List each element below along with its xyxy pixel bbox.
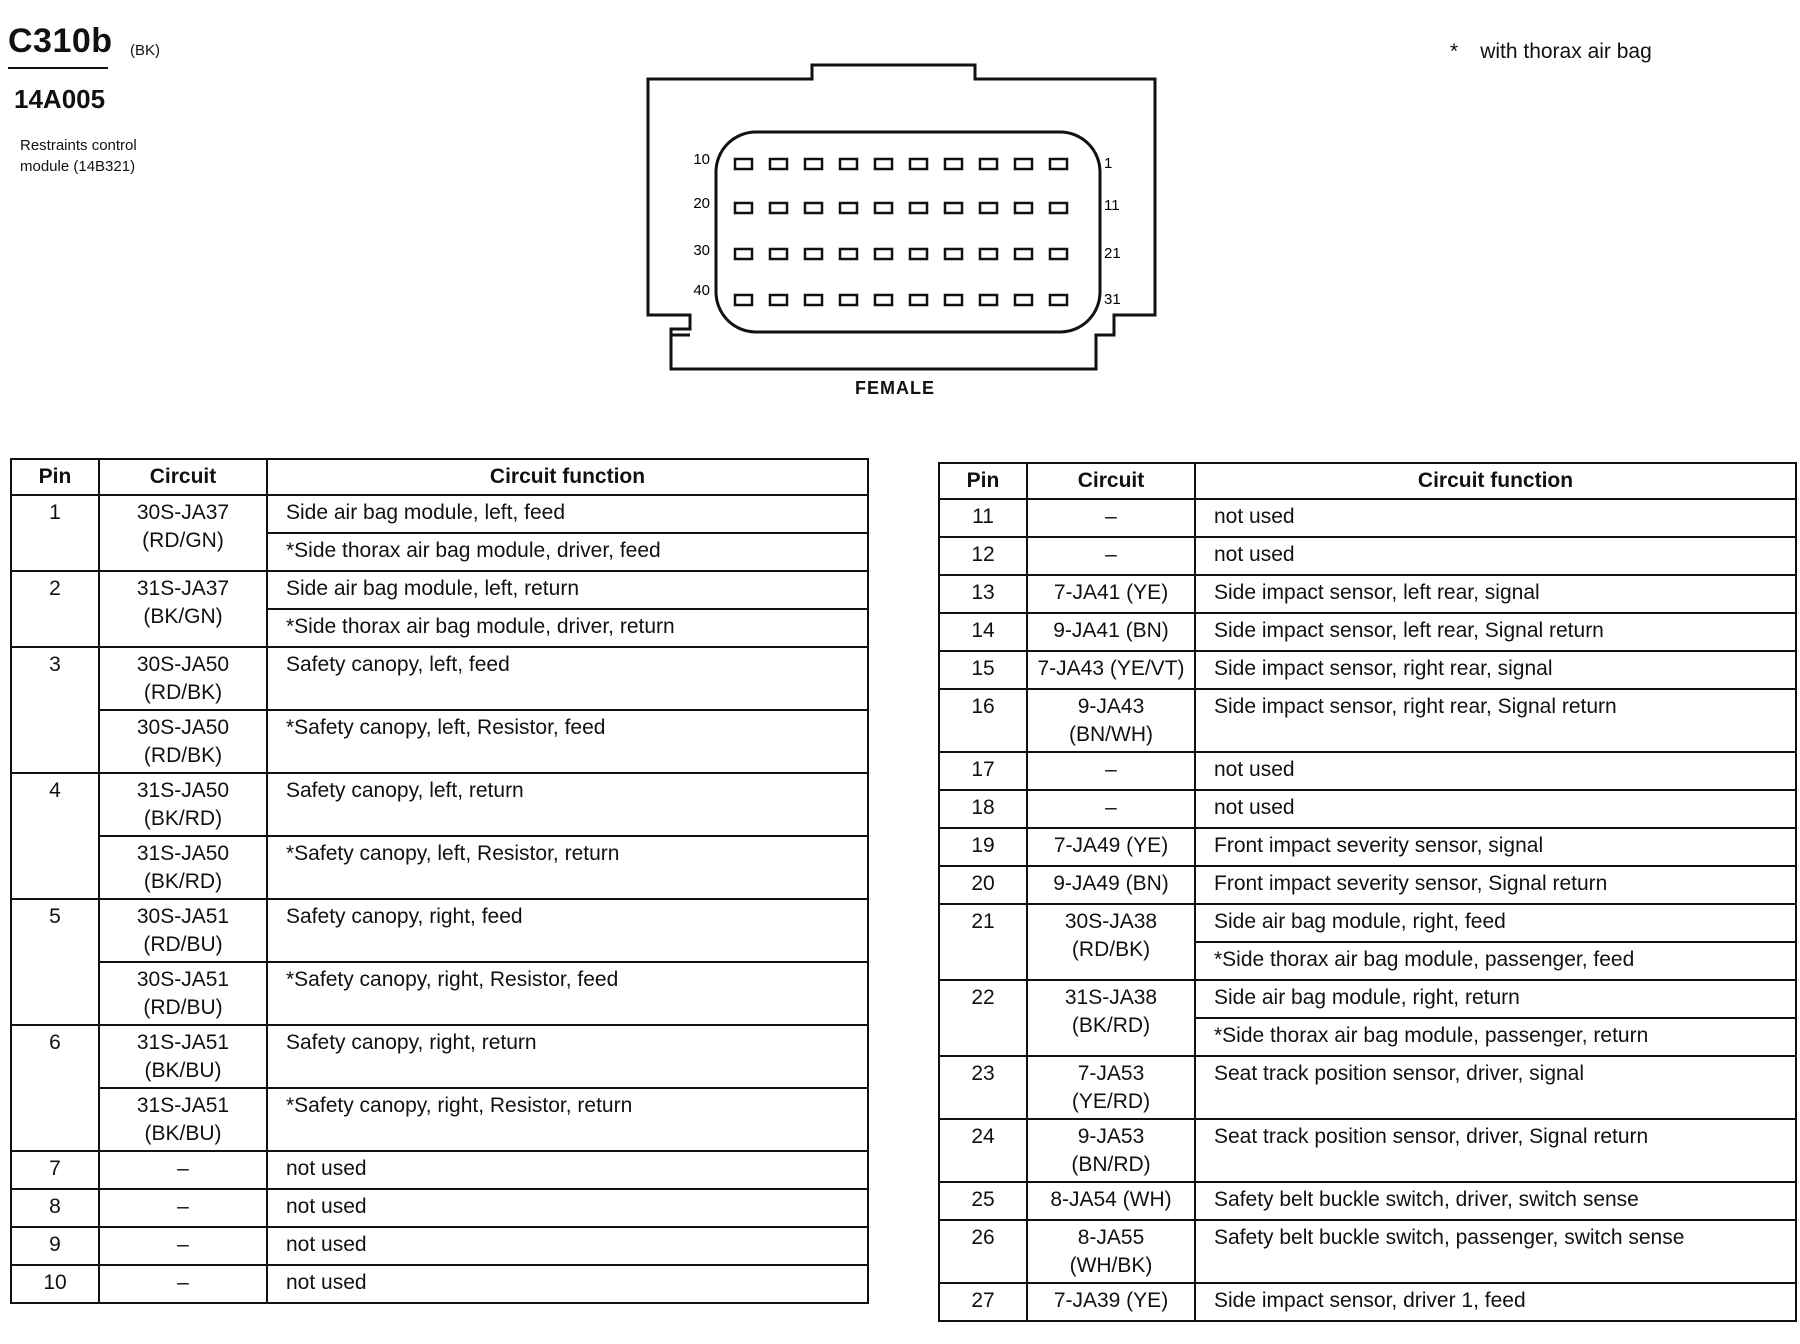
circuit-cell [1027,689,1195,752]
pin-cavity [805,249,822,259]
circuit-line: 9-JA53 [1077,1125,1145,1148]
circuit-line: (BK/BU) [144,1059,222,1082]
circuit-line: 30S-JA37 [136,501,230,524]
table-row [11,899,868,962]
circuit-cell [1027,790,1195,828]
circuit-cell [99,1227,267,1265]
circuit-line: (YE/RD) [1071,1090,1151,1113]
function-cell: *Side thorax air bag module, driver, feed [267,533,868,571]
pin-cavity [980,249,997,259]
circuit-cell [99,962,267,1025]
function-cell: Side impact sensor, driver 1, feed [1195,1283,1796,1321]
circuit-line: 8-JA55 [1077,1226,1145,1249]
circuit-cell [99,1265,267,1303]
circuit-line: (RD/BU) [143,933,223,956]
connector-id: C310b [8,22,113,60]
module-line-1: Restraints control [20,137,137,154]
circuit-cell [1027,613,1195,651]
circuit-line: 9-JA41 (BN) [1053,619,1169,642]
circuit-line: – [1105,796,1117,819]
circuit-line: (BK/BU) [144,1122,222,1145]
circuit-line: 31S-JA50 [136,842,230,865]
table-row [11,1151,868,1189]
pin-cavity [770,295,787,305]
function-cell: *Side thorax air bag module, driver, return [267,609,868,647]
circuit-cell [99,571,267,647]
circuit-line: – [1105,543,1117,566]
function-cell: not used [1195,537,1796,575]
function-cell: Side air bag module, left, feed [267,495,868,533]
pin-cell: 2 [11,571,99,647]
function-cell: not used [267,1189,868,1227]
table-row [11,962,868,1025]
pin-cavity [1015,203,1032,213]
circuit-line: 31S-JA38 [1064,986,1158,1009]
pin-labels-left [693,151,710,299]
circuit-line: (RD/BK) [1071,938,1151,961]
table-row [11,571,868,609]
table-row [939,1119,1796,1182]
pin-cavity [805,295,822,305]
pin-cell: 25 [939,1182,1027,1220]
circuit-line: 30S-JA51 [136,968,230,991]
circuit-cell [1027,904,1195,980]
pin-cavity [945,203,962,213]
circuit-line: – [1105,505,1117,528]
pin-cavity [735,295,752,305]
circuit-cell [99,647,267,710]
pin-cavity [805,159,822,169]
pin-cell: 1 [11,495,99,571]
table-row [939,575,1796,613]
connector-face-diagram [640,55,1170,375]
circuit-line: (BN/RD) [1071,1153,1151,1176]
pin-cavity [770,203,787,213]
function-cell: not used [267,1227,868,1265]
function-cell: Safety canopy, right, feed [267,899,868,962]
circuit-cell [1027,752,1195,790]
circuit-line: (BK/RD) [1071,1014,1151,1037]
part-number: 14A005 [14,84,106,114]
connector-inner-cavity [716,132,1100,332]
pin-cell: 9 [11,1227,99,1265]
pin-cavity [840,295,857,305]
circuit-cell [1027,866,1195,904]
circuit-line: – [177,1157,189,1180]
circuit-line: (RD/BK) [143,681,223,704]
circuit-line: (RD/BU) [143,996,223,1019]
table-header-row [939,463,1796,499]
circuit-cell [99,495,267,571]
circuit-line: – [177,1233,189,1256]
pin-cavity [875,295,892,305]
header-pin: Pin [939,463,1027,499]
header-circuit: Circuit [99,459,267,495]
pin-cell: 5 [11,899,99,1025]
circuit-cell [99,1189,267,1227]
circuit-line: 7-JA53 [1077,1062,1145,1085]
table-row [939,613,1796,651]
function-cell: not used [267,1151,868,1189]
circuit-cell [1027,828,1195,866]
pin-cavity [910,203,927,213]
table-row [11,1227,868,1265]
table-row [939,980,1796,1018]
table-row [939,866,1796,904]
pin-cavity [945,295,962,305]
pin-cell: 7 [11,1151,99,1189]
pin-labels-right [1104,155,1121,308]
pin-label-left: 20 [693,195,710,212]
pin-cell: 26 [939,1220,1027,1283]
table-header-row [11,459,868,495]
circuit-line: (BK/RD) [143,807,223,830]
table-row [11,773,868,836]
circuit-line: – [177,1271,189,1294]
function-cell: Seat track position sensor, driver, Signal return [1195,1119,1796,1182]
footnote-text: with thorax air bag [1480,40,1652,63]
pin-cavity [840,249,857,259]
circuit-line: 31S-JA50 [136,779,230,802]
pin-cavity [910,295,927,305]
function-cell: *Safety canopy, right, Resistor, feed [267,962,868,1025]
table-row [939,1220,1796,1283]
pin-cell: 20 [939,866,1027,904]
function-cell: *Safety canopy, right, Resistor, return [267,1088,868,1151]
function-cell: not used [267,1265,868,1303]
connector-gender: FEMALE [855,378,935,398]
table-row [11,495,868,533]
circuit-cell [99,1025,267,1088]
footnote-symbol: * [1450,40,1459,63]
circuit-cell [1027,575,1195,613]
pin-cavity [840,159,857,169]
function-cell: Seat track position sensor, driver, signal [1195,1056,1796,1119]
pin-cavity [770,159,787,169]
connector-id-underline [8,67,108,69]
function-cell: *Safety canopy, left, Resistor, feed [267,710,868,773]
table-row [11,647,868,710]
pin-cavity [1015,249,1032,259]
pin-cavity [1050,249,1067,259]
table-row [939,1283,1796,1321]
pin-label-left: 30 [693,242,710,259]
pin-cavity [1050,159,1067,169]
table-row [11,1025,868,1088]
header-function: Circuit function [267,459,868,495]
pin-cavity [1050,203,1067,213]
pin-cavity [875,159,892,169]
function-cell: Safety canopy, left, feed [267,647,868,710]
pin-cell: 27 [939,1283,1027,1321]
circuit-cell [1027,980,1195,1056]
table-row [939,904,1796,942]
pin-label-right: 21 [1104,245,1121,262]
function-cell: Side impact sensor, right rear, Signal return [1195,689,1796,752]
pin-table-left [10,458,869,1304]
table-row [11,1265,868,1303]
pin-cell: 19 [939,828,1027,866]
circuit-line: (BN/WH) [1069,723,1153,746]
pin-cavity [1015,295,1032,305]
pin-cavity [980,295,997,305]
circuit-line: 31S-JA37 [136,577,230,600]
pin-cavity [735,249,752,259]
function-cell: not used [1195,752,1796,790]
circuit-cell [1027,537,1195,575]
circuit-line: 30S-JA50 [136,653,230,676]
pin-cell: 3 [11,647,99,773]
circuit-line: (RD/GN) [142,529,224,552]
table-row [939,651,1796,689]
header-circuit: Circuit [1027,463,1195,499]
circuit-line: 7-JA43 (YE/VT) [1037,657,1185,680]
connector-housing-outline [648,65,1155,369]
pin-label-left: 40 [693,282,710,299]
pin-cavity [945,159,962,169]
pin-cavity [805,203,822,213]
function-cell: Front impact severity sensor, signal [1195,828,1796,866]
function-cell: not used [1195,499,1796,537]
function-cell: Side impact sensor, right rear, signal [1195,651,1796,689]
pin-grid [735,159,1067,305]
function-cell: Front impact severity sensor, Signal return [1195,866,1796,904]
pin-cell: 6 [11,1025,99,1151]
circuit-cell [99,1151,267,1189]
circuit-line: – [1105,758,1117,781]
table-row [11,836,868,899]
circuit-cell [99,899,267,962]
pin-cavity [910,159,927,169]
circuit-cell [99,1088,267,1151]
circuit-cell [1027,1283,1195,1321]
table-row [939,752,1796,790]
circuit-line: (BK/GN) [143,605,223,628]
pin-cell: 17 [939,752,1027,790]
circuit-cell [1027,1056,1195,1119]
function-cell: *Side thorax air bag module, passenger, feed [1195,942,1796,980]
circuit-line: 30S-JA51 [136,905,230,928]
circuit-line: (BK/RD) [143,870,223,893]
pin-cavity [910,249,927,259]
pin-cell: 22 [939,980,1027,1056]
header-function: Circuit function [1195,463,1796,499]
circuit-line: 30S-JA50 [136,716,230,739]
pin-label-right: 31 [1104,291,1121,308]
pin-cavity [875,203,892,213]
table-row [11,710,868,773]
pin-cell: 13 [939,575,1027,613]
table-row [11,1088,868,1151]
function-cell: Side air bag module, right, return [1195,980,1796,1018]
pin-cavity [735,159,752,169]
pin-label-right: 1 [1104,155,1113,172]
pin-cavity [980,159,997,169]
circuit-line: 7-JA39 (YE) [1053,1289,1169,1312]
circuit-line: (RD/BK) [143,744,223,767]
pin-cavity [875,249,892,259]
circuit-cell [99,836,267,899]
table-row [939,828,1796,866]
module-description [20,135,170,177]
header-pin: Pin [11,459,99,495]
function-cell: *Side thorax air bag module, passenger, return [1195,1018,1796,1056]
circuit-line: 31S-JA51 [136,1094,230,1117]
footnote [1450,40,1652,64]
circuit-cell [99,710,267,773]
function-cell: Safety canopy, left, return [267,773,868,836]
circuit-line: 30S-JA38 [1064,910,1158,933]
circuit-cell [1027,651,1195,689]
pin-cell: 8 [11,1189,99,1227]
function-cell: Safety belt buckle switch, passenger, switch sense [1195,1220,1796,1283]
circuit-line: 8-JA54 (WH) [1050,1188,1172,1211]
pin-cavity [980,203,997,213]
pin-cavity [770,249,787,259]
function-cell: Side impact sensor, left rear, Signal return [1195,613,1796,651]
pin-cavity [1015,159,1032,169]
connector-color: (BK) [130,42,160,59]
table-row [939,1182,1796,1220]
pin-cell: 24 [939,1119,1027,1182]
table-row [939,499,1796,537]
circuit-cell [1027,1220,1195,1283]
pin-cell: 14 [939,613,1027,651]
pin-label-left: 10 [693,151,710,168]
pin-cavity [945,249,962,259]
pin-cell: 18 [939,790,1027,828]
circuit-line: – [177,1195,189,1218]
circuit-line: 7-JA49 (YE) [1053,834,1169,857]
function-cell: Side air bag module, right, feed [1195,904,1796,942]
circuit-cell [99,773,267,836]
table-row [11,1189,868,1227]
circuit-cell [1027,499,1195,537]
table-row [939,537,1796,575]
function-cell: Side air bag module, left, return [267,571,868,609]
pin-cell: 23 [939,1056,1027,1119]
pin-cavity [735,203,752,213]
circuit-line: 9-JA43 [1077,695,1145,718]
circuit-line: (WH/BK) [1069,1254,1153,1277]
circuit-line: 9-JA49 (BN) [1053,872,1169,895]
module-line-2: module (14B321) [20,158,136,175]
pin-cell: 12 [939,537,1027,575]
pin-label-right: 11 [1104,197,1120,214]
pin-cell: 11 [939,499,1027,537]
pin-cell: 4 [11,773,99,899]
pin-cell: 16 [939,689,1027,752]
table-row [939,1056,1796,1119]
function-cell: *Safety canopy, left, Resistor, return [267,836,868,899]
table-row [939,790,1796,828]
circuit-cell [1027,1182,1195,1220]
function-cell: Side impact sensor, left rear, signal [1195,575,1796,613]
table-row [939,689,1796,752]
circuit-line: 7-JA41 (YE) [1053,581,1169,604]
pin-table-right [938,462,1797,1322]
pin-cavity [1050,295,1067,305]
pin-cell: 21 [939,904,1027,980]
circuit-line: 31S-JA51 [136,1031,230,1054]
circuit-cell [1027,1119,1195,1182]
function-cell: not used [1195,790,1796,828]
pin-cell: 10 [11,1265,99,1303]
pin-cavity [840,203,857,213]
pin-cell: 15 [939,651,1027,689]
function-cell: Safety canopy, right, return [267,1025,868,1088]
function-cell: Safety belt buckle switch, driver, switch sense [1195,1182,1796,1220]
